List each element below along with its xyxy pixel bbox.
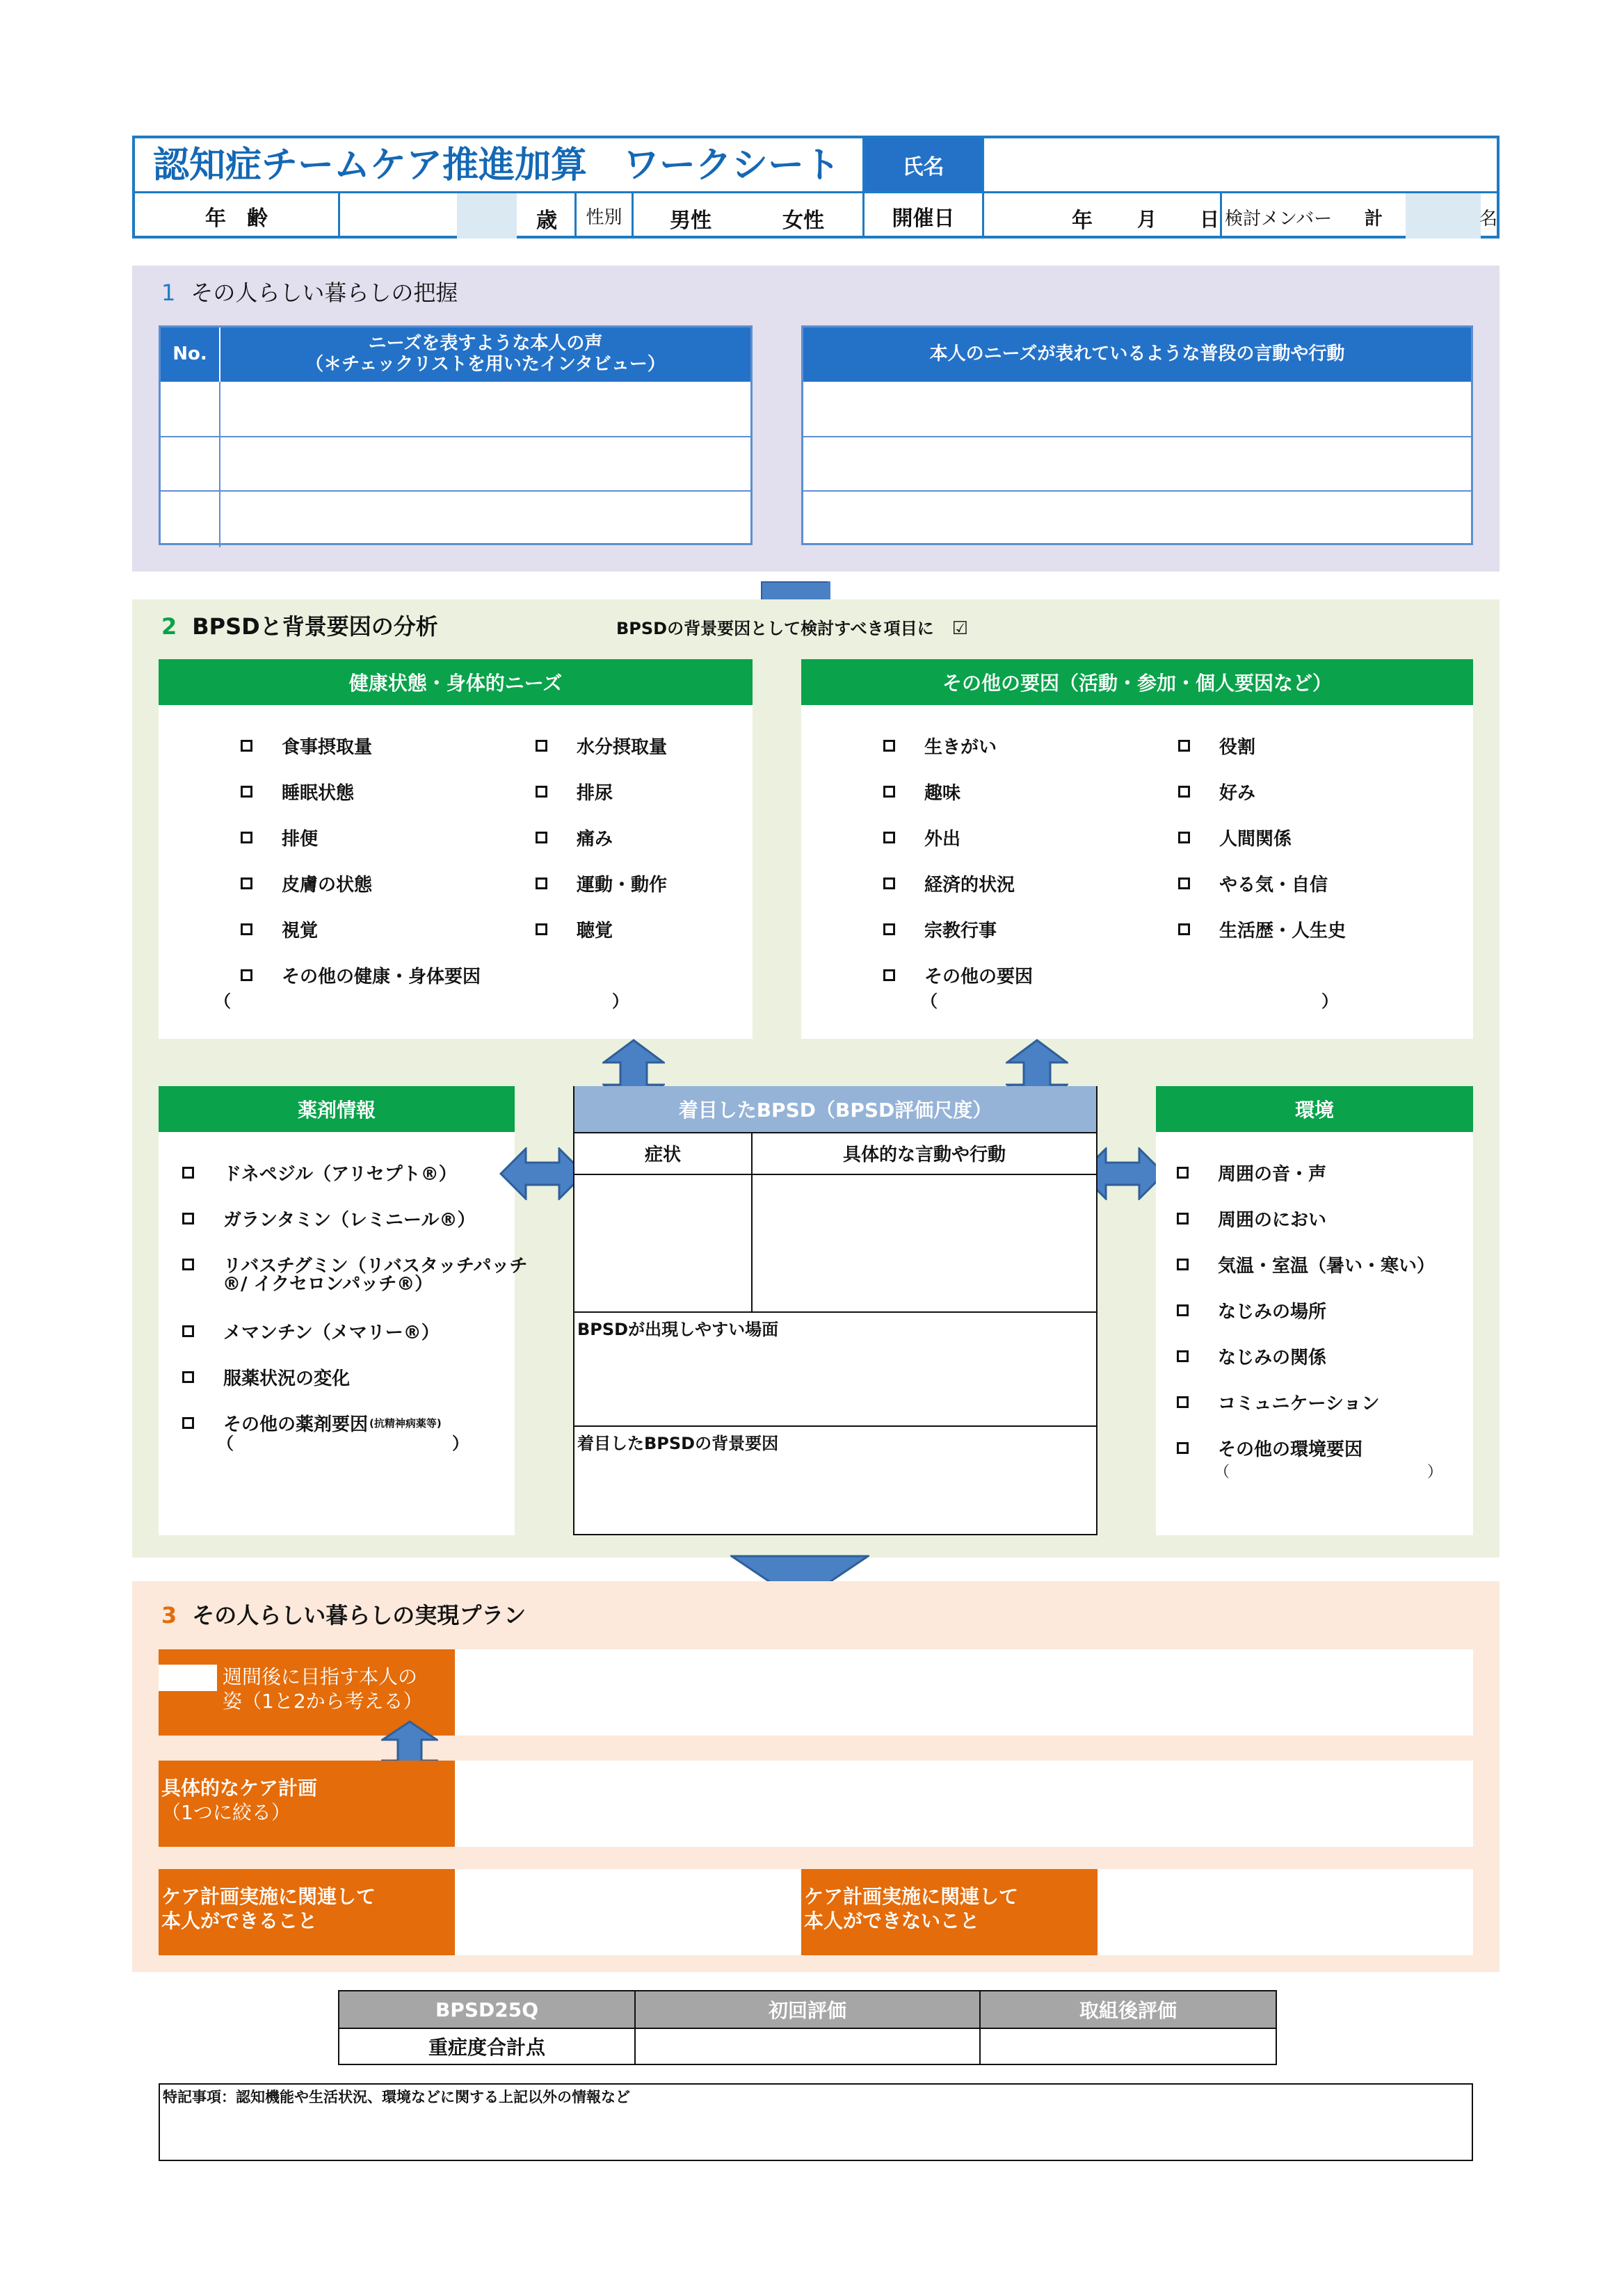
other-label: 人間関係 [1219,829,1292,850]
other-label: 宗教行事 [924,921,997,941]
env-check-4[interactable] [1177,1343,1326,1369]
health-label: 睡眠状態 [282,783,355,804]
other-check-4[interactable] [883,916,997,942]
health-check-10[interactable] [536,916,613,942]
health-check-1[interactable] [241,779,354,805]
checkbox-icon[interactable] [1177,1213,1189,1224]
can-do-label [159,1869,455,1955]
other-label: 役割 [1219,737,1256,758]
checkbox-icon[interactable] [883,786,895,798]
checkbox-icon[interactable] [182,1417,194,1429]
no-header-text: No. [172,343,207,365]
day-unit: 日 [1200,208,1220,231]
male-option[interactable]: 男性 [670,209,711,233]
health-other-input[interactable] [235,985,604,1010]
drug-paren-open: （ [217,1434,234,1453]
drug-check-3[interactable] [182,1318,440,1344]
behavior-header-text: 本人のニーズが表れているような普段の言動や行動 [929,343,1345,365]
drug-header [159,1086,515,1132]
people-unit: 名 [1479,209,1498,229]
other-check-1[interactable] [883,779,960,805]
other-label: 外出 [924,829,961,850]
drug-label: ドネペジル（アリセプト®） [223,1164,457,1185]
checkbox-icon[interactable] [1178,878,1190,889]
checkbox-icon[interactable] [241,878,252,889]
checkbox-icon[interactable] [241,740,252,752]
voice-header [220,328,750,382]
checkbox-icon[interactable] [182,1213,194,1224]
drug-label: リバスチグミン（リバスタッチパッチ [223,1256,528,1277]
checkbox-icon[interactable] [241,969,252,981]
checkbox-icon[interactable] [182,1167,194,1179]
checkbox-icon[interactable] [1177,1396,1189,1408]
environment-header [1156,1086,1473,1132]
other-label: やる気・自信 [1219,875,1328,896]
other-check-9[interactable] [1178,871,1328,896]
symptom-column-header: 症状 [644,1144,681,1165]
env-label: なじみの関係 [1218,1348,1327,1368]
other-label: 生きがい [924,737,997,758]
other-check-3[interactable] [883,871,1015,896]
section1-title: その人らしい暮らしの把握 [191,280,458,306]
section2-title: BPSDと背景要因の分析 [192,613,438,640]
drug-label: メマンチン（メマリー®） [223,1323,440,1343]
needs-voice-table [159,325,753,545]
can-do-line1: ケア計画実施に関連して [161,1885,376,1908]
members-label: 検討メンバー [1225,209,1333,229]
checkbox-icon[interactable] [536,740,547,752]
date-label: 開催日 [892,206,955,231]
goal-label-line1: 週間後に目指す本人の [223,1665,418,1688]
health-check-0[interactable] [241,733,372,759]
bpsd-background-field[interactable] [574,1453,1096,1533]
checkbox-icon[interactable] [1178,740,1190,752]
checkbox-icon[interactable] [536,832,547,843]
checkbox-icon[interactable] [241,786,252,798]
bpsd-scene-label: BPSDが出現しやすい場面 [577,1320,779,1339]
behavior-column-header: 具体的な言動や行動 [842,1144,1006,1165]
health-check-8[interactable] [536,825,613,850]
cannot-do-line2: 本人ができないこと [804,1909,980,1932]
other-check-2[interactable] [883,825,960,850]
cannot-do-field[interactable] [1098,1869,1473,1955]
sex-options[interactable] [634,193,862,239]
score-col3-header: 取組後評価 [981,1991,1276,2028]
health-check-3[interactable] [241,871,372,896]
header-table [132,136,1500,239]
environment-header-text: 環境 [1294,1099,1334,1122]
env-check-2[interactable] [1177,1252,1435,1277]
checkbox-icon[interactable] [182,1325,194,1337]
health-check-2[interactable] [241,825,318,850]
can-do-line2: 本人ができること [161,1909,318,1932]
checkbox-icon[interactable] [1177,1167,1189,1179]
checkbox-icon[interactable] [241,832,252,843]
voice-row-3[interactable] [220,492,750,544]
age-unit: 歳 [536,209,557,233]
health-label: 運動・動作 [577,875,668,896]
env-label: 周囲の音・声 [1218,1164,1327,1185]
other-paren-close: ） [1321,992,1338,1011]
bpsd-background-label: 着目したBPSDの背景要因 [577,1434,779,1453]
section1-number: 1 [161,280,176,306]
checkbox-icon[interactable] [1178,832,1190,843]
checkbox-icon[interactable] [1178,786,1190,798]
care-plan-label-text: 具体的なケア計画 [161,1777,318,1800]
other-factors-box [801,659,1473,1039]
drug-check-1[interactable] [182,1206,475,1231]
cannot-do-line1: ケア計画実施に関連して [804,1885,1019,1908]
section1-heading [161,275,458,307]
section2-heading [161,609,438,641]
goal-field[interactable] [455,1649,1473,1736]
health-label: 排便 [282,829,319,850]
env-other-input[interactable] [1228,1457,1424,1481]
drug-box [159,1086,528,1535]
care-plan-label [159,1761,455,1847]
checkbox-icon[interactable] [182,1371,194,1383]
env-label: なじみの場所 [1218,1302,1327,1323]
checkbox-icon[interactable] [883,878,895,889]
other-label: 生活歴・人生史 [1219,921,1346,941]
checkbox-icon[interactable] [1177,1350,1189,1362]
checkbox-icon[interactable] [1178,923,1190,935]
behavior-header [803,328,1471,382]
can-do-field[interactable] [455,1869,801,1955]
other-label: 経済的状況 [924,875,1015,896]
section3-heading [161,1598,526,1630]
notes-label: 特記事項：認知機能や生活状況、環境などに関する上記以外の情報など [163,2089,630,2105]
other-check-0[interactable] [883,733,997,759]
section3-title: その人らしい暮らしの実現プラン [192,1602,526,1628]
drug-label: ガランタミン（レミニール®） [223,1210,476,1231]
other-label: その他の要因 [924,967,1034,987]
cannot-do-label [801,1869,1098,1955]
health-label: 聴覚 [577,921,613,941]
health-header [159,659,753,705]
health-paren-close: ） [612,992,629,1011]
other-label: 趣味 [924,783,961,804]
behavior-field[interactable] [753,1175,1096,1311]
env-check-3[interactable] [1177,1297,1326,1323]
checkbox-icon[interactable] [1177,1442,1189,1454]
goal-label-line2: 姿（1と2から考える） [223,1690,423,1713]
checkbox-icon[interactable] [883,740,895,752]
drug-header-text: 薬剤情報 [297,1099,376,1122]
score-table [338,1990,1277,2065]
drug-other-input[interactable] [235,1428,451,1452]
voice-row-1[interactable] [220,382,750,436]
env-paren-open: （ [1214,1464,1230,1481]
checkbox-icon[interactable] [241,923,252,935]
other-check-8[interactable] [1178,825,1292,850]
section3-number: 3 [161,1602,177,1628]
name-field[interactable] [984,138,1500,191]
voice-header-text: ニーズを表すような本人の声 （＊チェックリストを用いたインタビュー） [305,333,666,375]
score-col2-header: 初回評価 [636,1991,979,2028]
health-label: 水分摂取量 [577,737,668,758]
no-header [161,328,219,382]
behavior-table [801,325,1473,545]
section2-number: 2 [161,613,177,640]
bpsd-table [573,1086,1098,1535]
connector-bar [761,581,830,601]
care-plan-field[interactable] [455,1761,1473,1847]
checkbox-icon[interactable] [1177,1259,1189,1270]
behavior-row-1[interactable] [803,382,1471,436]
behavior-row-3[interactable] [803,492,1471,544]
env-label: 周囲のにおい [1218,1210,1327,1231]
age-field[interactable] [340,193,574,239]
checkbox-icon[interactable] [883,969,895,981]
env-paren-close: ） [1427,1464,1443,1481]
initial-score-field[interactable] [636,2029,979,2064]
worksheet-title: 認知症チームケア推進加算 ワークシート [153,145,841,186]
age-label: 年 齢 [205,206,268,231]
other-factors-header [801,659,1473,705]
env-label: 気温・室温（暑い・寒い） [1218,1256,1436,1277]
bpsd-header [574,1086,1096,1132]
members-field[interactable] [1222,193,1500,239]
env-label: コミュニケーション [1218,1393,1380,1414]
env-label: その他の環境要因 [1218,1439,1363,1460]
voice-row-2[interactable] [220,437,750,490]
health-check-7[interactable] [536,779,613,805]
other-paren-open: （ [921,992,938,1011]
symptom-field[interactable] [574,1175,751,1311]
health-label: 痛み [577,829,613,850]
health-check-9[interactable] [536,871,667,896]
drug-label: その他の薬剤要因 [223,1414,369,1435]
name-label [865,138,982,191]
post-score-field[interactable] [981,2029,1276,2064]
checkbox-icon[interactable] [883,923,895,935]
bpsd-header-text: 着目したBPSD（BPSD評価尺度） [678,1099,992,1122]
checkbox-icon[interactable] [536,923,547,935]
health-label: その他の健康・身体要因 [282,967,481,987]
score-col1-header: BPSD25Q [339,1991,634,2028]
env-check-0[interactable] [1177,1160,1326,1186]
month-unit: 月 [1137,208,1157,231]
weeks-input[interactable] [159,1665,217,1691]
health-paren-open: （ [214,992,231,1011]
checkbox-icon[interactable] [883,832,895,843]
other-check-7[interactable] [1178,779,1255,805]
female-option[interactable]: 女性 [782,209,824,233]
other-factors-input[interactable] [940,985,1316,1010]
drug-label-cont: ®/ イクセロンパッチ®） [223,1274,433,1295]
env-check-1[interactable] [1177,1206,1326,1231]
health-check-6[interactable] [536,733,667,759]
note-check-icon: ☑ [951,618,968,639]
health-check-4[interactable] [241,916,318,942]
health-label: 食事摂取量 [282,737,373,758]
env-check-5[interactable] [1177,1389,1379,1415]
checkbox-icon[interactable] [536,878,547,889]
year-unit: 年 [1072,209,1093,233]
other-factors-header-text: その他の要因（活動・参加・個人要因など） [942,672,1332,695]
severity-total-label: 重症度合計点 [428,2036,545,2059]
health-box [159,659,753,1039]
care-plan-sub-text: （1つに絞る） [161,1801,291,1824]
section2-note-text: BPSDの背景要因として検討すべき項目に [616,619,934,638]
drug-small-note: (抗精神病薬等) [369,1417,442,1430]
environment-box [1156,1086,1473,1535]
health-label: 皮膚の状態 [282,875,373,896]
name-label-text: 氏名 [902,155,944,179]
health-label: 視覚 [282,921,319,941]
checkbox-icon[interactable] [536,786,547,798]
drug-paren-close: ） [452,1434,469,1453]
date-field[interactable] [984,193,1220,239]
checkbox-icon[interactable] [1177,1304,1189,1316]
health-label: 排尿 [577,783,613,804]
total-label: 計 [1365,209,1383,229]
notes-box[interactable] [159,2083,1473,2161]
drug-check-4[interactable] [182,1364,350,1390]
other-check-6[interactable] [1178,733,1255,759]
section2-note [616,615,968,639]
other-label: 好み [1219,783,1256,804]
sex-label: 性別 [586,207,622,228]
drug-check-0[interactable] [182,1160,457,1186]
other-check-10[interactable] [1178,916,1346,942]
bpsd-scene-field[interactable] [574,1339,1096,1425]
checkbox-icon[interactable] [182,1259,194,1270]
health-header-text: 健康状態・身体的ニーズ [348,672,563,695]
behavior-row-2[interactable] [803,437,1471,490]
drug-label: 服薬状況の変化 [223,1368,351,1389]
